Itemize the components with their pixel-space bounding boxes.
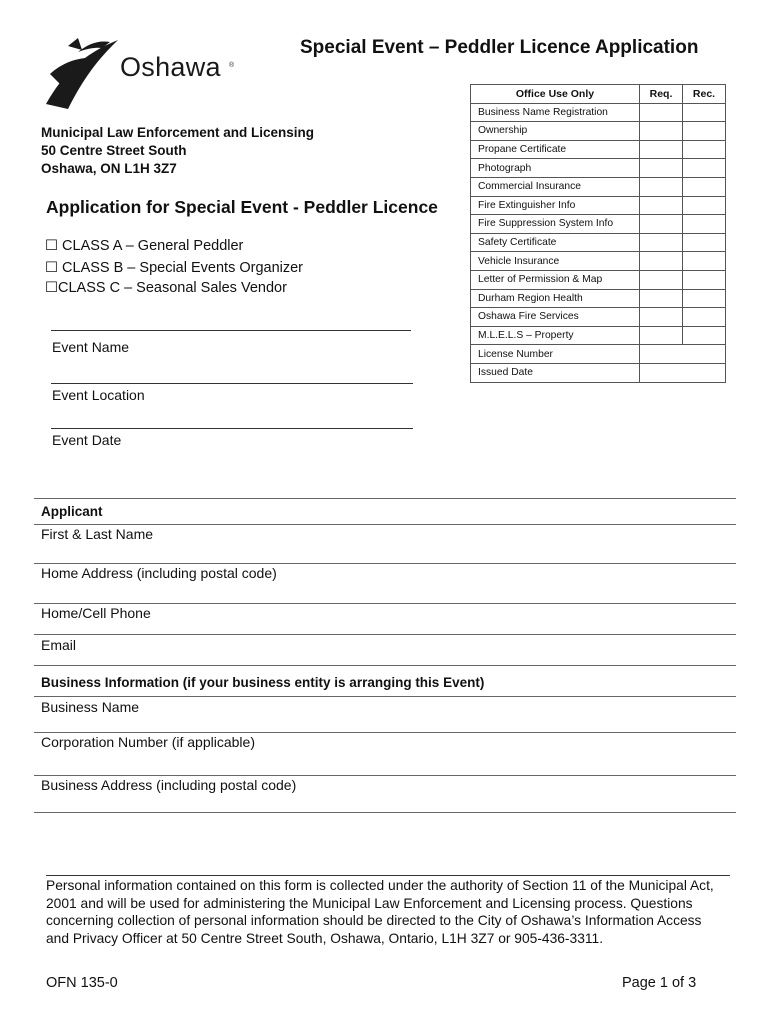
applicant-phone-label: Home/Cell Phone — [41, 605, 151, 621]
office-use-row — [471, 103, 726, 122]
office-use-item-label: M.L.E.L.S – Property — [471, 326, 640, 345]
applicant-name-label: First & Last Name — [41, 526, 154, 542]
office-use-value-cell[interactable] — [640, 345, 726, 364]
rec-cell[interactable] — [683, 122, 726, 141]
privacy-notice: Personal information contained on this form is collected under the authority of Section 11 of the Municipal Act, 2001 and will be used for administering the Municipal Law Enforcement and Licensing process. Questions concerning collection of personal information should be directed to the City of Oshawa’s Information Access and Privacy Officer at 50 Centre Street South, Oshawa, Ontario, L1H 3Z7 or 905-436-3311. — [46, 878, 714, 947]
office-use-row — [471, 140, 726, 159]
page-title: Special Event – Peddler Licence Application — [300, 37, 699, 58]
office-use-row — [471, 270, 726, 289]
business-heading-rule — [34, 696, 736, 697]
office-use-item-label: Commercial Insurance — [471, 177, 640, 196]
req-cell[interactable] — [640, 233, 683, 252]
business-name-line[interactable] — [34, 732, 736, 733]
req-cell[interactable] — [640, 103, 683, 122]
office-use-item-label: License Number — [471, 345, 640, 364]
rec-cell[interactable] — [683, 289, 726, 308]
office-use-row — [471, 326, 726, 345]
office-use-header: Office Use Only — [471, 85, 640, 104]
rec-cell[interactable] — [683, 326, 726, 345]
office-use-row — [471, 215, 726, 234]
office-use-item-label: Fire Extinguisher Info — [471, 196, 640, 215]
department-city: Oshawa, ON L1H 3Z7 — [41, 161, 177, 176]
applicant-email-line[interactable] — [34, 665, 736, 666]
registered-mark: ® — [229, 62, 235, 69]
office-use-item-label: Durham Region Health — [471, 289, 640, 308]
event-location-label: Event Location — [52, 387, 145, 403]
applicant-address-line[interactable] — [34, 603, 736, 604]
event-name-label: Event Name — [52, 339, 130, 355]
rec-cell[interactable] — [683, 252, 726, 271]
rec-cell[interactable] — [683, 233, 726, 252]
office-use-row — [471, 289, 726, 308]
event-date-line[interactable] — [51, 428, 413, 429]
rec-cell[interactable] — [683, 177, 726, 196]
office-use-item-label: Fire Suppression System Info — [471, 215, 640, 234]
office-use-item-label: Letter of Permission & Map — [471, 270, 640, 289]
office-use-item-label: Photograph — [471, 159, 640, 178]
notice-rule — [46, 875, 730, 876]
logo-wordmark: Oshawa — [120, 52, 221, 82]
office-use-item-label: Business Name Registration — [471, 103, 640, 122]
rec-cell[interactable] — [683, 308, 726, 327]
office-use-item-label: Vehicle Insurance — [471, 252, 640, 271]
office-use-row — [471, 159, 726, 178]
business-address-line[interactable] — [34, 812, 736, 813]
office-use-row — [471, 196, 726, 215]
corporation-number-label: Corporation Number (if applicable) — [41, 734, 255, 750]
event-date-label: Event Date — [52, 432, 122, 448]
office-use-row — [471, 122, 726, 141]
business-address-label: Business Address (including postal code) — [41, 777, 297, 793]
business-name-label: Business Name — [41, 699, 140, 715]
rec-cell[interactable] — [683, 215, 726, 234]
class-c-checkbox[interactable]: ☐CLASS C – Seasonal Sales Vendor — [45, 280, 287, 296]
applicant-name-line[interactable] — [34, 563, 736, 564]
req-cell[interactable] — [640, 326, 683, 345]
req-cell[interactable] — [640, 215, 683, 234]
applicant-heading: Applicant — [41, 504, 103, 519]
req-column-header: Req. — [640, 85, 683, 104]
req-cell[interactable] — [640, 252, 683, 271]
corporation-number-line[interactable] — [34, 775, 736, 776]
applicant-phone-line[interactable] — [34, 634, 736, 635]
rec-cell[interactable] — [683, 270, 726, 289]
office-use-row — [471, 308, 726, 327]
business-heading: Business Information (if your business entity is arranging this Event) — [41, 675, 485, 690]
office-use-item-label: Oshawa Fire Services — [471, 308, 640, 327]
application-heading: Application for Special Event - Peddler Licence — [46, 197, 438, 217]
req-cell[interactable] — [640, 177, 683, 196]
req-cell[interactable] — [640, 270, 683, 289]
office-use-row — [471, 345, 726, 364]
event-location-line[interactable] — [51, 383, 413, 384]
page-number: Page 1 of 3 — [622, 975, 697, 991]
req-cell[interactable] — [640, 196, 683, 215]
rec-cell[interactable] — [683, 103, 726, 122]
rec-column-header: Rec. — [683, 85, 726, 104]
event-name-line[interactable] — [51, 330, 411, 331]
req-cell[interactable] — [640, 122, 683, 141]
office-use-table — [470, 84, 726, 383]
office-use-row — [471, 252, 726, 271]
req-cell[interactable] — [640, 140, 683, 159]
office-use-row — [471, 233, 726, 252]
applicant-address-label: Home Address (including postal code) — [41, 565, 277, 581]
office-use-item-label: Ownership — [471, 122, 640, 141]
department-street: 50 Centre Street South — [41, 143, 187, 158]
rec-cell[interactable] — [683, 196, 726, 215]
form-id: OFN 135-0 — [46, 975, 118, 991]
req-cell[interactable] — [640, 289, 683, 308]
rec-cell[interactable] — [683, 159, 726, 178]
office-use-item-label: Issued Date — [471, 363, 640, 382]
office-use-value-cell[interactable] — [640, 363, 726, 382]
office-use-row — [471, 177, 726, 196]
applicant-email-label: Email — [41, 637, 77, 653]
class-a-checkbox[interactable]: ☐ CLASS A – General Peddler — [45, 238, 244, 254]
department-name: Municipal Law Enforcement and Licensing — [41, 125, 315, 140]
office-use-item-label: Safety Certificate — [471, 233, 640, 252]
applicant-top-rule — [34, 498, 736, 499]
office-use-row — [471, 363, 726, 382]
class-b-checkbox[interactable]: ☐ CLASS B – Special Events Organizer — [45, 260, 304, 276]
req-cell[interactable] — [640, 159, 683, 178]
req-cell[interactable] — [640, 308, 683, 327]
applicant-heading-rule — [34, 524, 736, 525]
rec-cell[interactable] — [683, 140, 726, 159]
office-use-item-label: Propane Certificate — [471, 140, 640, 159]
